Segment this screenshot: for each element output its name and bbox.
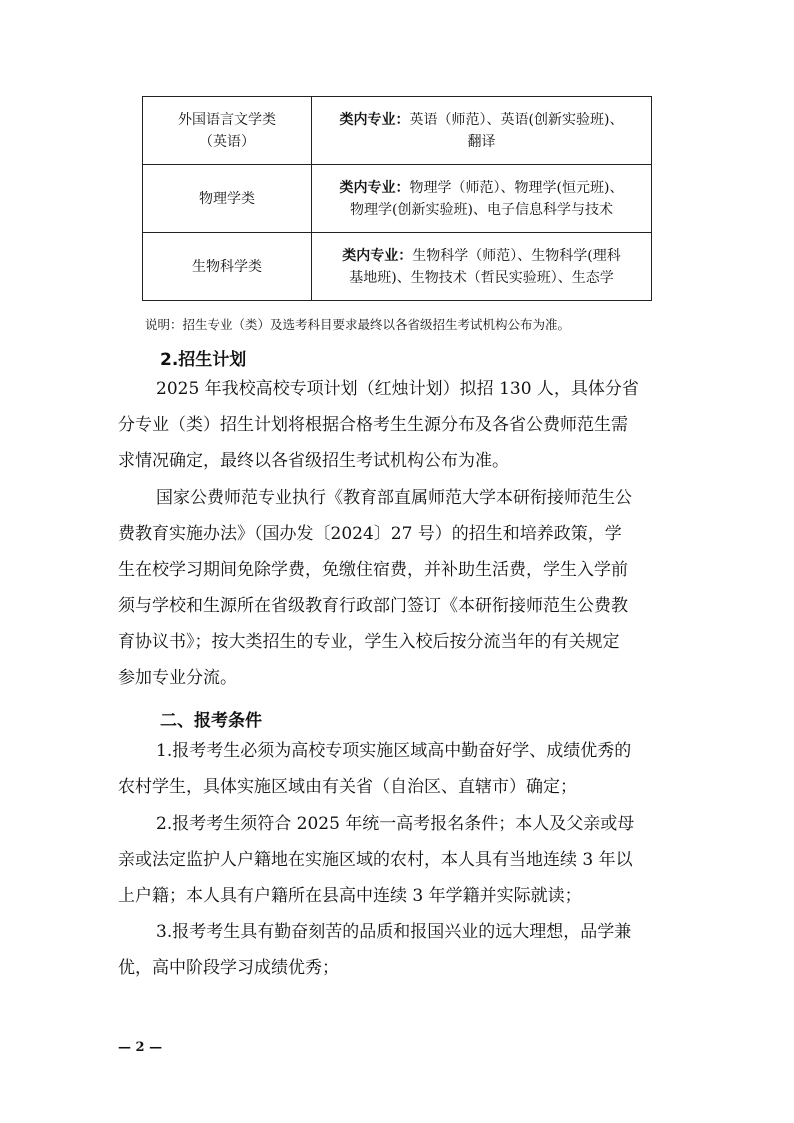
majors-table	[142, 96, 652, 301]
text-line: 亲或法定监护人户籍地在实施区域的农村，本人具有当地连续 3 年以	[118, 850, 633, 870]
section-heading-conditions: 二、报考条件	[160, 711, 262, 731]
paragraph-plan-quota	[118, 371, 678, 479]
text-line: 3.报考考生具有勤奋刻苦的品质和报国兴业的远大理想，品学兼	[156, 922, 632, 942]
category-line: （英语）	[199, 133, 255, 150]
paragraph-condition-3	[118, 914, 678, 986]
majors-line: 翻译	[467, 133, 496, 150]
table-row	[143, 97, 652, 165]
category-line: 外国语言文学类	[178, 111, 276, 128]
table-row	[143, 165, 652, 233]
category-line: 生物科学类	[192, 258, 262, 275]
majors-cell	[312, 97, 652, 165]
text-line: 分专业（类）招生计划将根据合格考生生源分布及各省公费师范生需	[118, 415, 628, 435]
text-line: 2.报考考生须符合 2025 年统一高考报名条件；本人及父亲或母	[156, 814, 635, 834]
majors-lead: 类内专业：	[342, 247, 413, 264]
table-row	[143, 233, 652, 301]
category-cell	[143, 97, 312, 165]
text-line: 生在校学习期间免除学费，免缴住宿费，并补助生活费，学生入学前	[118, 560, 628, 580]
majors-line: 物理学（师范）、物理学(恒元班)、	[409, 179, 624, 196]
text-line: 上户籍；本人具有户籍所在县高中连续 3 年学籍并实际就读；	[118, 886, 582, 906]
text-line: 国家公费师范专业执行《教育部直属师范大学本研衔接师范生公	[156, 488, 632, 508]
text-line: 1.报考考生必须为高校专项实施区域高中勤奋好学、成绩优秀的	[156, 741, 632, 761]
table-note: 说明：招生专业（类）及选考科目要求最终以各省级招生考试机构公布为准。	[145, 317, 571, 332]
text-line: 费教育实施办法》（国办发〔2024〕27 号）的招生和培养政策，学	[118, 524, 622, 544]
majors-line: 生物科学（师范）、生物科学(理科	[412, 247, 621, 264]
paragraph-condition-2	[118, 806, 678, 914]
paragraph-condition-1	[118, 733, 678, 805]
majors-line: 英语（师范）、英语(创新实验班)、	[409, 111, 624, 128]
section-heading-plan: 2.招生计划	[160, 350, 247, 370]
category-line: 物理学类	[199, 190, 255, 207]
majors-cell	[312, 233, 652, 301]
text-line: 优，高中阶段学习成绩优秀；	[118, 958, 339, 978]
paragraph-plan-policy	[118, 480, 678, 696]
page-number: — 2 —	[118, 1040, 163, 1055]
majors-cell	[312, 165, 652, 233]
category-cell	[143, 233, 312, 301]
text-line: 须与学校和生源所在省级教育行政部门签订《本研衔接师范生公费教	[118, 596, 628, 616]
text-line: 农村学生，具体实施区域由有关省（自治区、直辖市）确定；	[118, 777, 577, 797]
majors-line: 基地班)、生物技术（哲民实验班）、生态学	[349, 269, 614, 286]
text-line: 育协议书》；按大类招生的专业，学生入校后按分流当年的有关规定	[118, 632, 620, 652]
text-line: 求情况确定，最终以各省级招生考试机构公布为准。	[118, 451, 509, 471]
category-cell	[143, 165, 312, 233]
majors-lead: 类内专业：	[339, 111, 410, 128]
text-line: 参加专业分流。	[118, 668, 237, 688]
text-line: 2025 年我校高校专项计划（红烛计划）拟招 130 人，具体分省	[156, 379, 639, 399]
majors-lead: 类内专业：	[339, 179, 410, 196]
majors-line: 物理学(创新实验班)、电子信息科学与技术	[350, 201, 613, 218]
